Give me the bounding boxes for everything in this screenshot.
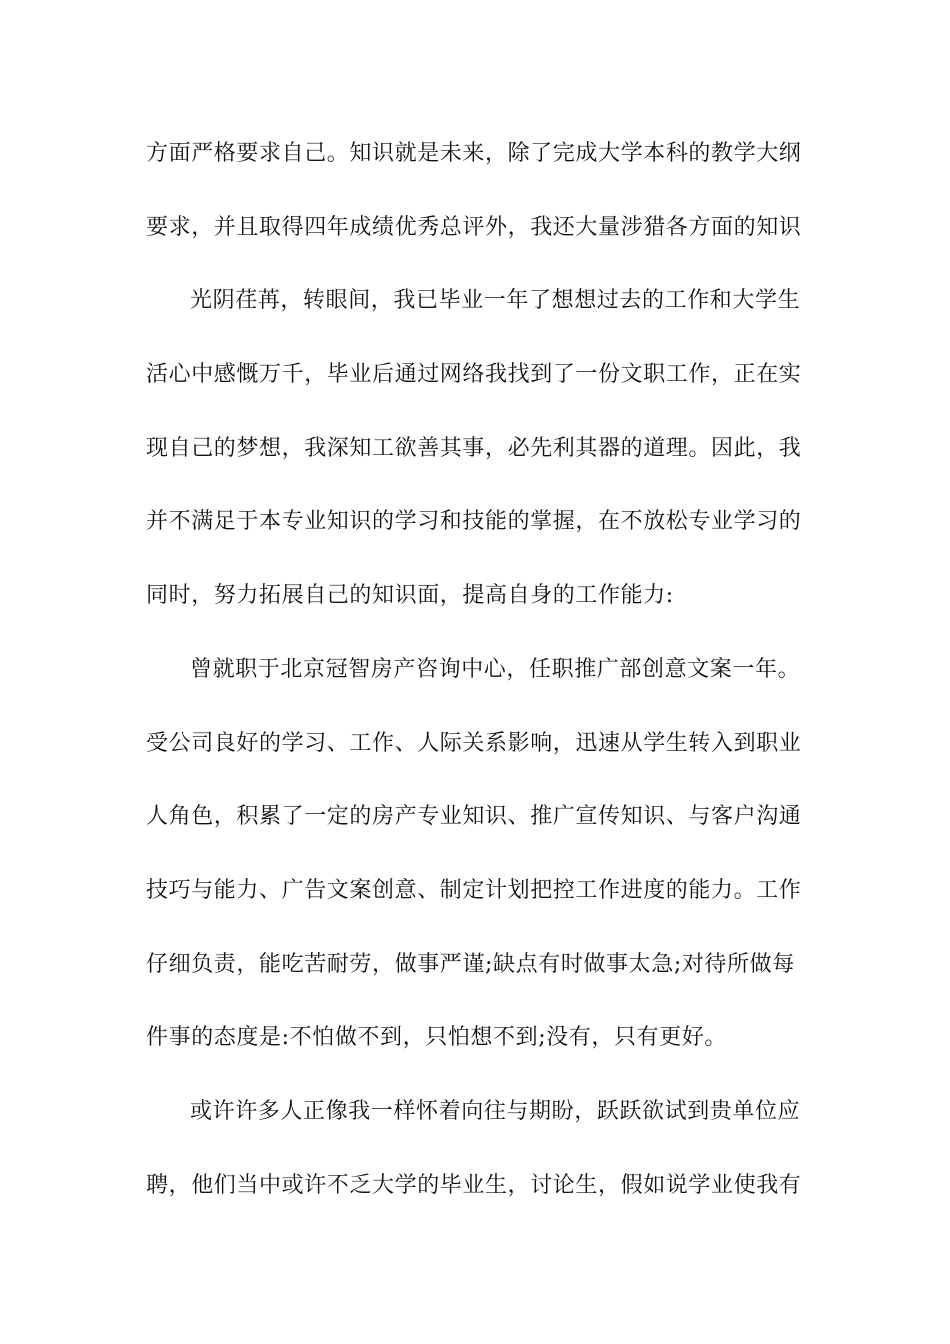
paragraph-start-line: 光阴荏苒，转眼间，我已毕业一年了想想过去的工作和大学生	[190, 288, 801, 314]
text-line: 并不满足于本专业知识的学习和技能的掌握，在不放松专业学习的	[146, 509, 802, 535]
text-line: 技巧与能力、广告文案创意、制定计划把控工作进度的能力。工作	[146, 877, 802, 903]
text-line: 受公司良好的学习、工作、人际关系影响，迅速从学生转入到职业	[146, 730, 802, 756]
paragraph-start-line: 曾就职于北京冠智房产咨询中心，任职推广部创意文案一年。	[190, 656, 801, 682]
text-line: 同时，努力拓展自己的知识面，提高自身的工作能力:	[146, 583, 674, 609]
text-line: 人角色，积累了一定的房产专业知识、推广宣传知识、与客户沟通	[146, 804, 802, 830]
text-line: 方面严格要求自己。知识就是未来，除了完成大学本科的教学大纲	[146, 141, 802, 166]
text-line: 聘，他们当中或许不乏大学的毕业生，讨论生，假如说学业使我有	[146, 1172, 802, 1198]
text-line: 件事的态度是:不怕做不到，只怕想不到;没有，只有更好。	[146, 1025, 728, 1051]
text-line: 仔细负责，能吃苦耐劳，做事严谨;缺点有时做事太急;对待所做每	[146, 951, 795, 977]
text-line: 现自己的梦想，我深知工欲善其事，必先利其器的道理。因此，我	[146, 435, 802, 461]
paragraph-start-line: 或许许多人正像我一样怀着向往与期盼，跃跃欲试到贵单位应	[190, 1098, 801, 1124]
text-line: 要求，并且取得四年成绩优秀总评外，我还大量涉猎各方面的知识	[146, 214, 802, 240]
body-text	[146, 128, 806, 1233]
text-line: 活心中感慨万千，毕业后通过网络我找到了一份文职工作，正在实	[146, 362, 802, 388]
